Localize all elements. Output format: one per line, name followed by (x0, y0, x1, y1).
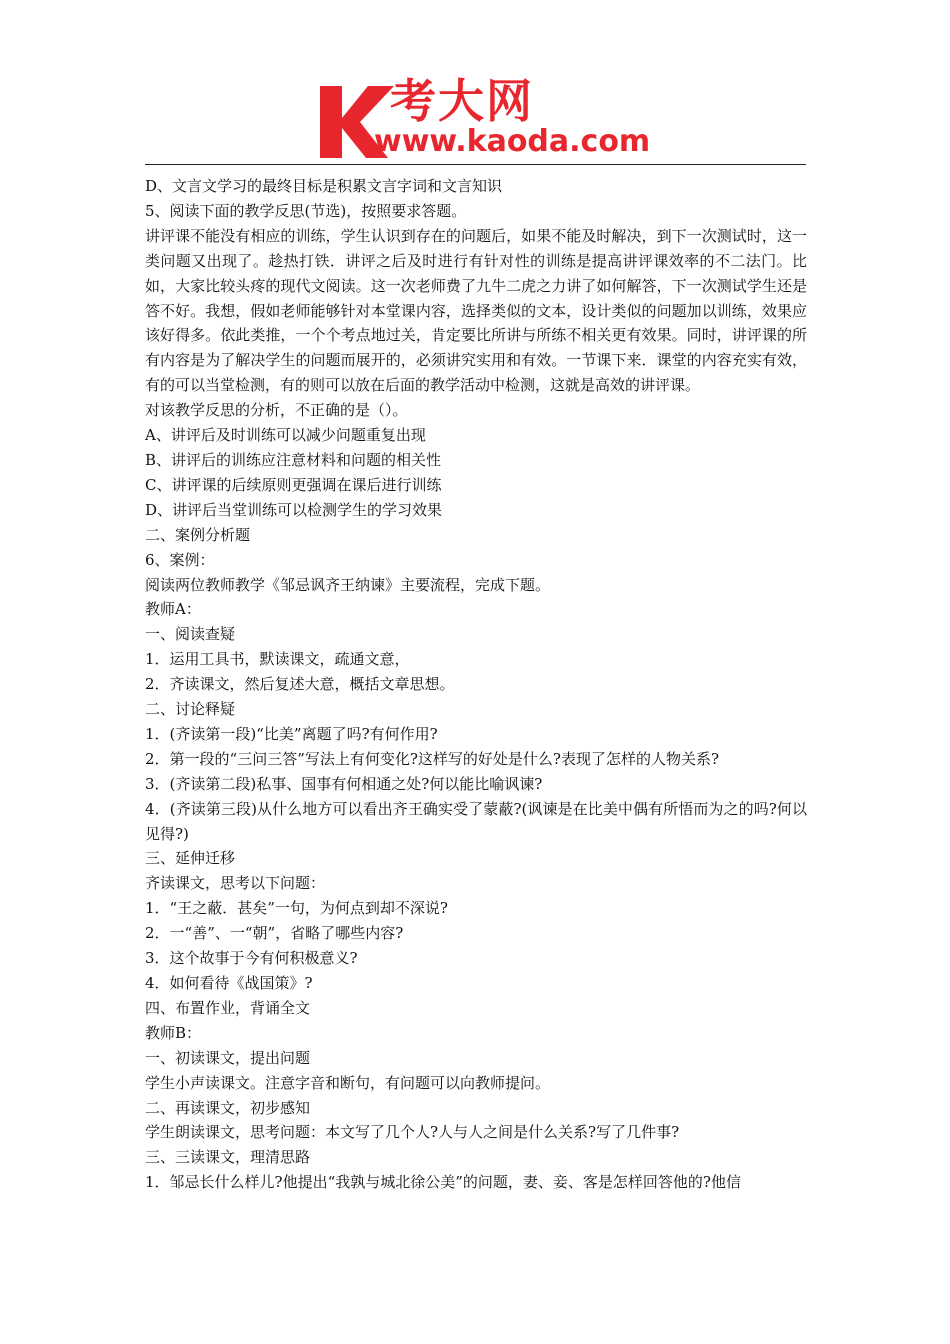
kaoda-logo (316, 72, 651, 160)
question-5-heading: 5、阅读下面的教学反思(节选)，按照要求答题。 (145, 201, 467, 220)
text-line: 学生小声读课文。注意字音和断句，有问题可以向教师提问。 (145, 1073, 551, 1092)
text-line: 2．一“善”、一“朝”，省略了哪些内容? (145, 924, 404, 943)
text-line: 一、阅读查疑 (145, 625, 236, 644)
text-line: 2．第一段的“三问三答”写法上有何变化?这样写的好处是什么?表现了怎样的人物关系? (145, 749, 720, 768)
question-6-instruction: 阅读两位教师教学《邹忌讽齐王纳谏》主要流程，完成下题。 (145, 575, 551, 594)
question-5-prompt: 对该教学反思的分析，不正确的是（）。 (145, 401, 408, 420)
text-line: 四、布置作业，背诵全文 (145, 998, 311, 1017)
text-line: 1．(齐读第一段)“比美”离题了吗?有何作用? (145, 724, 438, 743)
teacher-b-label: 教师B： (145, 1023, 202, 1042)
option-a: A、讲评后及时训练可以减少问题重复出现 (145, 426, 426, 445)
text-line: 1．邹忌长什么样儿?他提出“我孰与城北徐公美”的问题，妻、妾、客是怎样回答他的?他信 (145, 1173, 741, 1192)
reflection-paragraph: 讲评课不能没有相应的训练，学生认识到存在的问题后，如果不能及时解决，到下一次测试时，这一类问题又出现了。趁热打铁．讲评之后及时进行有针对性的训练是提高讲评课效率的不二法门。比如，大家比较头疼的现代文阅读。这一次老师费了九牛二虎之力讲了如何解答，下一次测试学生还是答不好。我想，假如老师能够针对本堂课内容，选择类似的文本，设计类似的问题加以训练，效果应该好得多。依此类推，一个个考点地过关，肯定要比所讲与所练不相关更有效果。同时，讲评课的所有内容是为了解决学生的问题而展开的，必须讲究实用和有效。一节课下来．课堂的内容充实有效，有的可以当堂检测，有的则可以放在后面的教学活动中检测，这就是高效的讲评课。 (145, 226, 807, 395)
text-line: 三、三读课文，理清思路 (145, 1148, 311, 1167)
teacher-a-label: 教师A： (145, 600, 201, 619)
text-line: 3．这个故事于今有何积极意义? (145, 949, 358, 968)
header-divider (145, 164, 806, 165)
section-heading-case-analysis: 二、案例分析题 (145, 525, 251, 544)
text-line: 一、初读课文，提出问题 (145, 1048, 311, 1067)
text-line: 二、再读课文，初步感知 (145, 1098, 311, 1117)
document-body (145, 174, 807, 1195)
text-line: 1．“王之蔽．甚矣”一句，为何点到却不深说? (145, 899, 448, 918)
text-line: 三、延伸迁移 (145, 849, 236, 868)
text-line: 学生朗读课文，思考问题：本文写了几个人?人与人之间是什么关系?写了几件事? (145, 1123, 680, 1142)
logo-url: www.kaoda.com (374, 124, 651, 159)
text-line: 1．运用工具书，默读课文，疏通文意， (145, 650, 410, 669)
option-d: D、讲评后当堂训练可以检测学生的学习效果 (145, 500, 443, 519)
text-line: 二、讨论释疑 (145, 700, 236, 719)
option-b: B、讲评后的训练应注意材料和问题的相关性 (145, 450, 442, 469)
option-d-line: D、文言文学习的最终目标是积累文言字词和文言知识 (145, 177, 503, 195)
text-line: 4．(齐读第三段)从什么地方可以看出齐王确实受了蒙蔽?(讽谏是在比美中偶有所悟而为之的吗?何以见得?) (145, 799, 807, 843)
text-line: 齐读课文，思考以下问题： (145, 874, 326, 893)
option-c: C、讲评课的后续原则更强调在课后进行训练 (145, 475, 442, 494)
text-line: 2．齐读课文，然后复述大意，概括文章思想。 (145, 675, 455, 694)
logo-chinese-name: 考大网 (390, 74, 534, 128)
question-6-heading: 6、案例： (145, 550, 215, 569)
text-line: 3．(齐读第二段)私事、国事有何相通之处?何以能比喻讽谏? (145, 774, 543, 793)
text-line: 4．如何看待《战国策》? (145, 974, 313, 992)
